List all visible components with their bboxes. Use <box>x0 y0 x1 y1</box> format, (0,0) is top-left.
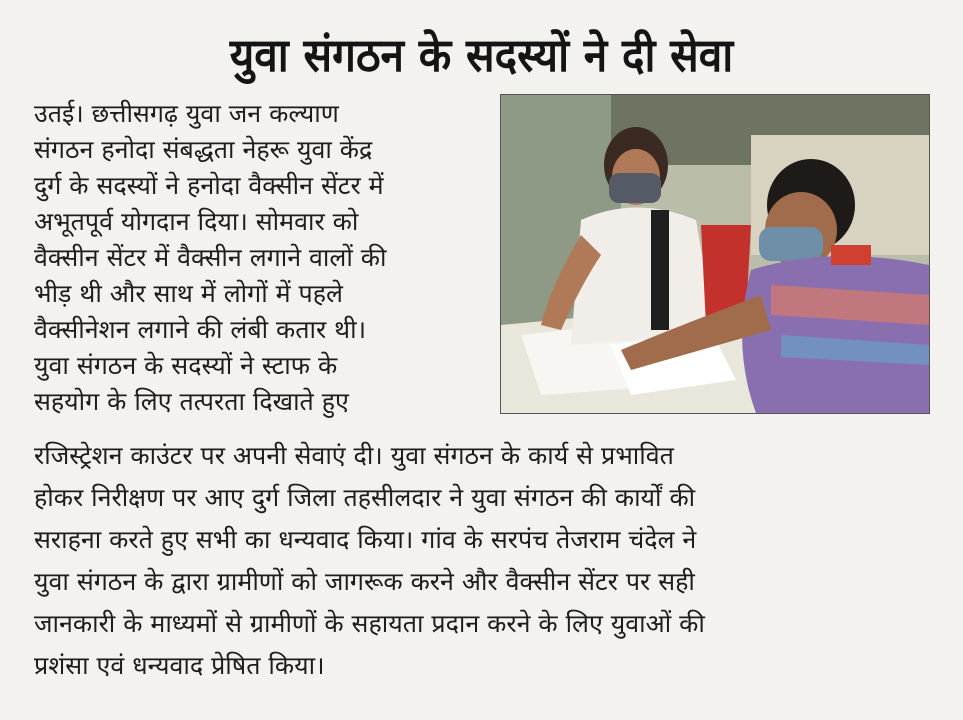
article-line: वैक्सीनेशन लगाने की लंबी कतार थी। <box>34 315 367 344</box>
article-line: युवा संगठन के द्वारा ग्रामीणों को जागरूक करने और वैक्सीन सेंटर पर सही <box>34 567 695 596</box>
article-line: रजिस्ट्रेशन काउंटर पर अपनी सेवाएं दी। युवा संगठन के कार्य से प्रभावित <box>34 441 674 470</box>
article-line: युवा संगठन के सदस्यों ने स्टाफ के <box>34 351 338 380</box>
article-line: संगठन हनोदा संबद्धता नेहरू युवा केंद्र <box>34 135 373 164</box>
article-line: सराहना करते हुए सभी का धन्यवाद किया। गांव के सरपंच तेजराम चंदेल ने <box>34 525 697 554</box>
article-line: जानकारी के माध्यमों से ग्रामीणों के सहायता प्रदान करने के लिए युवाओं की <box>34 609 705 638</box>
volunteers-photo-illustration <box>501 95 929 413</box>
article-line: उतई। छत्तीसगढ़ युवा जन कल्याण <box>34 99 339 128</box>
article-line: वैक्सीन सेंटर में वैक्सीन लगाने वालों की <box>34 243 387 272</box>
article-line: होकर निरीक्षण पर आए दुर्ग जिला तहसीलदार ने युवा संगठन की कार्यों की <box>34 483 696 512</box>
headline: युवा संगठन के सदस्यों ने दी सेवा <box>229 28 734 82</box>
article-line: अभूतपूर्व योगदान दिया। सोमवार को <box>34 207 359 236</box>
news-photo <box>500 94 930 414</box>
article-line: प्रशंसा एवं धन्यवाद प्रेषित किया। <box>34 651 325 680</box>
article-line: दुर्ग के सदस्यों ने हनोदा वैक्सीन सेंटर में <box>34 171 384 200</box>
article-line: सहयोग के लिए तत्परता दिखाते हुए <box>34 387 349 416</box>
article-line: भीड़ थी और साथ में लोगों में पहले <box>34 279 343 308</box>
